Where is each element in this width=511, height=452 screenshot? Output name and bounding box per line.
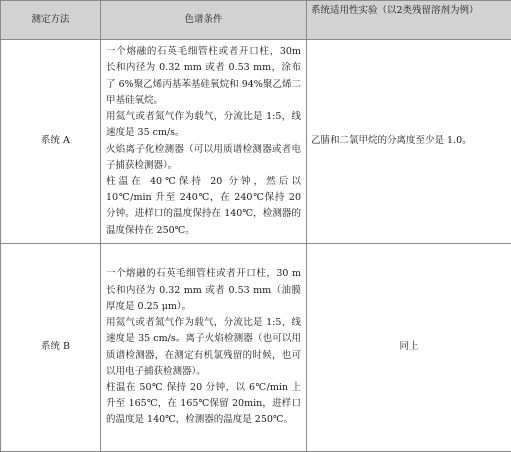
header-method: 测定方法 bbox=[1, 1, 101, 40]
table-row-system-b bbox=[1, 244, 511, 452]
condition-column: 一个熔融的石英毛细管柱或者开口柱，30m 长和内径为 0.32 mm 或者 0.53 mm，涂布了 6%聚乙烯丙基苯基硅氧烷和 94%聚乙烯二甲基硅氧烷。 bbox=[106, 44, 301, 109]
conditions-system-a bbox=[101, 40, 307, 244]
condition-carrier-gas-detector: 用氦气或者氮气作为载气，分流比是 1:5，线速度是 35 cm/s。离子火焰检测器（也可以用质谱检测器，在测定有机氯残留的时候，也可以用电子捕获检测器）。 bbox=[106, 315, 301, 380]
conditions-system-b bbox=[101, 244, 307, 452]
suitability-system-a: 乙腈和二氯甲烷的分离度至少是 1.0。 bbox=[307, 40, 511, 244]
table-row-system-a bbox=[1, 40, 511, 244]
condition-detector: 火焰离子化检测器（可以用质谱检测器或者电子捕获检测器）。 bbox=[106, 142, 301, 174]
condition-carrier-gas: 用氦气或者氮气作为载气，分流比是 1:5，线速度是 35 cm/s。 bbox=[106, 109, 301, 141]
header-conditions: 色谱条件 bbox=[101, 1, 307, 40]
condition-temperature: 柱温在 50℃ 保持 20 分钟，以 6℃/min 上升至 165℃，在 165℃保留 20min，进样口的温度是 140℃，检测器的温度是 250℃。 bbox=[106, 380, 301, 429]
header-suitability: 系统适用性实验（以2类残留溶剂为例） bbox=[307, 1, 511, 40]
suitability-system-b: 同上 bbox=[307, 244, 511, 452]
condition-column: 一个熔融的石英毛细管柱或者开口柱，30 m 长和内径为 0.32 mm 或者 0.53 mm（油膜厚度是 0.25 μm）。 bbox=[106, 266, 301, 315]
method-system-b: 系统 B bbox=[1, 244, 101, 452]
method-system-a: 系统 A bbox=[1, 40, 101, 244]
condition-temperature: 柱温在 40℃保持 20 分钟，然后以 10℃/min 升至 240℃，在 240℃保持 20 分钟。进样口的温度保持在 140℃，检测器的温度保持在 250℃。 bbox=[106, 174, 301, 239]
table-header-row bbox=[1, 1, 511, 40]
